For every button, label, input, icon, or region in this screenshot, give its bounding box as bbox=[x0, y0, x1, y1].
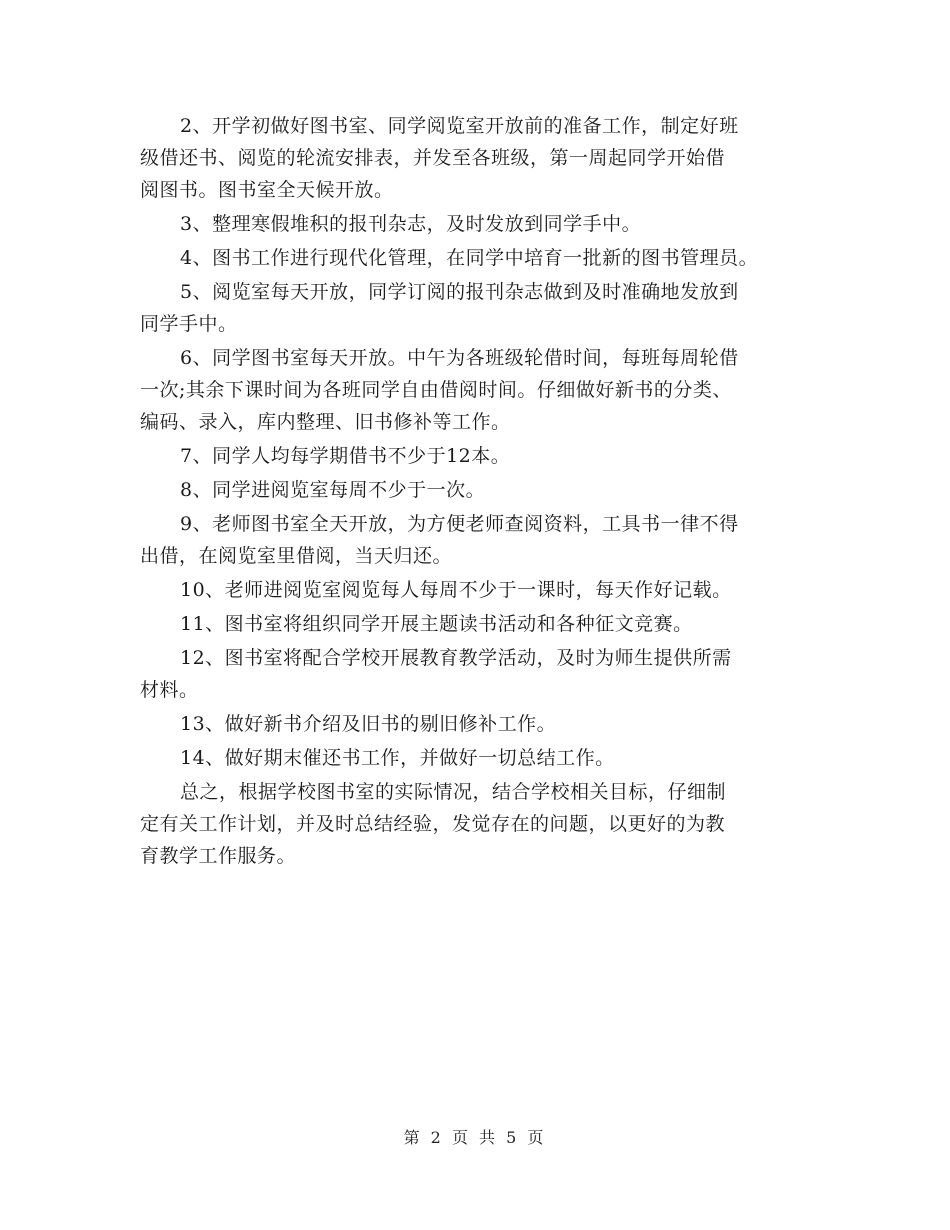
paragraph-line: 8、同学进阅览室每周不少于一次。 bbox=[180, 479, 486, 501]
paragraph-line: 编码、录入，库内整理、旧书修补等工作。 bbox=[140, 411, 511, 433]
document-body bbox=[140, 110, 820, 874]
paragraph-line: 11、图书室将组织同学开展主题读书活动和各种征文竞赛。 bbox=[180, 613, 693, 635]
paragraph-item-7 bbox=[140, 440, 820, 472]
paragraph-line: 级借还书、阅览的轮流安排表，并发至各班级，第一周起同学开始借 bbox=[140, 147, 726, 169]
paragraph-line: 5、阅览室每天开放，同学订阅的报刊杂志做到及时准确地发放到 bbox=[180, 281, 739, 303]
paragraph-line: 4、图书工作进行现代化管理，在同学中培育一批新的图书管理员。 bbox=[180, 247, 759, 269]
paragraph-line: 9、老师图书室全天开放，为方便老师查阅资料，工具书一律不得 bbox=[180, 513, 739, 535]
paragraph-item-8 bbox=[140, 474, 820, 506]
paragraph-summary bbox=[140, 776, 820, 872]
paragraph-line: 13、做好新书介绍及旧书的剔旧修补工作。 bbox=[180, 713, 557, 735]
paragraph-line: 2、开学初做好图书室、同学阅览室开放前的准备工作，制定好班 bbox=[180, 115, 739, 137]
paragraph-line: 出借，在阅览室里借阅，当天归还。 bbox=[140, 545, 453, 567]
paragraph-line: 14、做好期末催还书工作，并做好一切总结工作。 bbox=[180, 747, 615, 769]
paragraph-line: 定有关工作计划，并及时总结经验，发觉存在的问题，以更好的为教 bbox=[140, 813, 726, 835]
paragraph-line: 一次;其余下课时间为各班同学自由借阅时间。仔细做好新书的分类、 bbox=[140, 379, 732, 401]
paragraph-item-13 bbox=[140, 708, 820, 740]
paragraph-line: 3、整理寒假堆积的报刊杂志，及时发放到同学手中。 bbox=[180, 213, 642, 235]
paragraph-line: 7、同学人均每学期借书不少于12本。 bbox=[180, 445, 511, 467]
paragraph-line: 10、老师进阅览室阅览每人每周不少于一课时，每天作好记载。 bbox=[180, 579, 732, 601]
paragraph-item-3 bbox=[140, 208, 820, 240]
paragraph-line: 总之，根据学校图书室的实际情况，结合学校相关目标，仔细制 bbox=[180, 781, 727, 803]
paragraph-item-5 bbox=[140, 276, 820, 340]
paragraph-item-4 bbox=[140, 242, 820, 274]
paragraph-item-14 bbox=[140, 742, 820, 774]
paragraph-item-12 bbox=[140, 642, 820, 706]
page-number-footer: 第 2 页 共 5 页 bbox=[403, 1128, 547, 1147]
paragraph-line: 同学手中。 bbox=[140, 313, 238, 335]
paragraph-line: 6、同学图书室每天开放。中午为各班级轮借时间，每班每周轮借 bbox=[180, 347, 739, 369]
paragraph-line: 育教学工作服务。 bbox=[140, 845, 297, 867]
paragraph-item-9 bbox=[140, 508, 820, 572]
paragraph-item-6 bbox=[140, 342, 820, 438]
paragraph-line: 材料。 bbox=[140, 679, 199, 701]
paragraph-item-2 bbox=[140, 110, 820, 206]
paragraph-item-10 bbox=[140, 574, 820, 606]
paragraph-line: 12、图书室将配合学校开展教育教学活动，及时为师生提供所需 bbox=[180, 647, 732, 669]
paragraph-item-11 bbox=[140, 608, 820, 640]
paragraph-line: 阅图书。图书室全天候开放。 bbox=[140, 179, 394, 201]
